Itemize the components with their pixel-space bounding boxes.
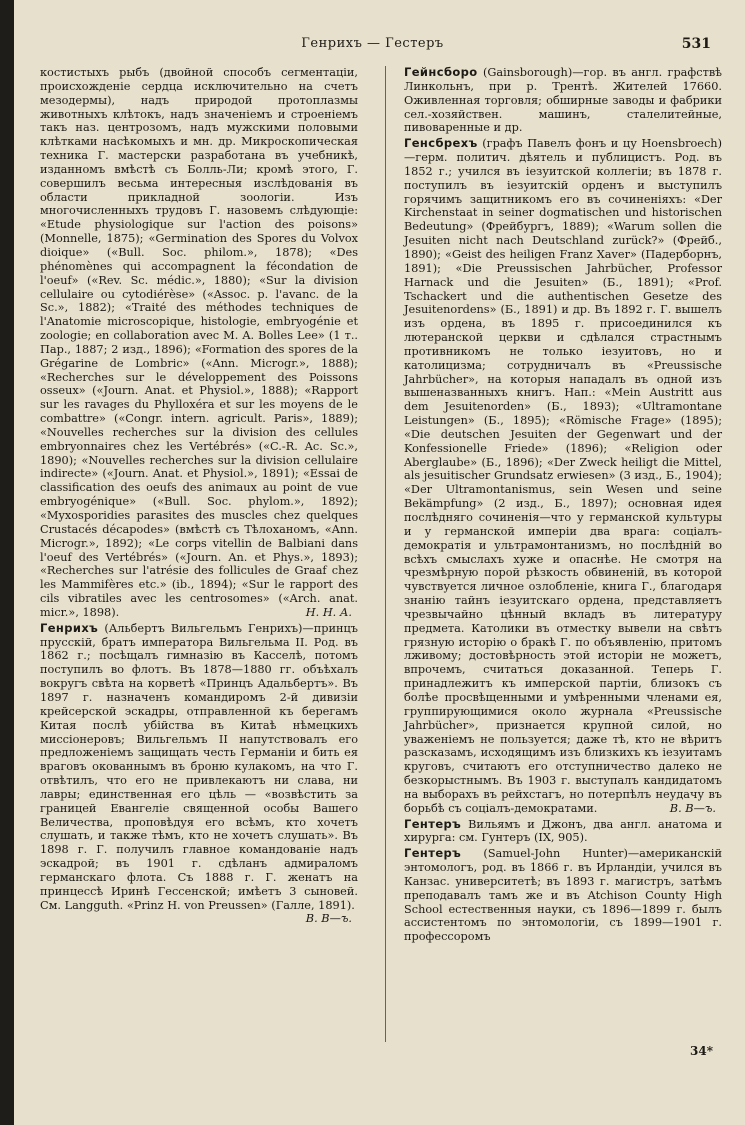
entry-headword: Генрихъ	[40, 620, 99, 635]
entry-text: Вильямъ и Джонъ, два англ. анатома и хирурга: см. Гунтеръ (IX, 905).	[404, 817, 723, 845]
entry-headword: Генсбрехъ	[404, 136, 478, 151]
left-column	[40, 66, 358, 926]
entry-text: (Gainsborough)—гор. въ англ. графствѣ Линкольнъ, при р. Трентѣ. Жителей 17660. Оживленная торговля; обширные заводы и фабрики сел.-хозяйствен. машинъ, сталелитейные, пивоваренные и др.	[404, 66, 722, 135]
signature-mark: 34*	[690, 1044, 713, 1058]
entry-text: (Альбертъ Вильгельмъ Генрихъ)—принцъ прусскій, братъ императора Вильгельма II. Род. въ 1862 г.; посѣщалъ гимназію въ Касселѣ, потомъ поступилъ во флотъ. Въ 1878—1880 гг. объѣхалъ вокругъ свѣта на корветѣ «Принцъ Адальбертъ». Въ 1897 г. назначенъ командиромъ 2-й дивизіи крейсерской эскадры, отправленной къ берегамъ Китая послѣ убійства въ Китаѣ нѣмецкихъ миссіонеровъ; Вильгельмъ II напутствовалъ его предложеніемъ защищать честь Германіи и бить ея враговъ окованнымъ въ броню кулакомъ, на что Г. отвѣтилъ, что его не привлекаютъ ни слава, ни лавры; единственная его цѣль — «возвѣстить за границей Евангеліе священной особы Вашего Величества, проповѣдуя его всѣмъ, кто хочетъ слушать, и также тѣмъ, кто не хочетъ слушать». Въ 1898 г. Г. получилъ главное командованіе надъ эскадрой; въ 1901 г. сдѣланъ адмираломъ германскаго флота. Съ 1888 г. Г. женатъ на принцессѣ Иринѣ Гессенской; имѣетъ 3 сыновей. См. Langguth. «Prinz H. von Preussen» (Галле, 1891).	[40, 621, 358, 912]
article-continuation	[40, 66, 358, 620]
article-continuation-text: костистыхъ рыбъ (двойной способъ сегментаціи, происхожденіе сердца исключительно на счетъ мезодермы), надъ природой протоплазмы животныхъ клѣтокъ, надъ значеніемъ и строеніемъ такъ наз. центрозомъ, надъ мужскими половыми клѣтками насѣкомыхъ и мн. др. Микроскопическая техника Г. мастерски разработана въ учебникѣ, изданномъ вмѣстѣ съ Болль-Ли; кромѣ этого, Г. совершилъ весьма интересныя изслѣдованія въ области прикладной зоологіи. Изъ многочисленныхъ трудовъ Г. назовемъ слѣдующіе: «Etude physiologique sur l'action des poisons» (Monnelle, 1875); «Germination des Spores du Volvox dioique» («Bull. Soc. philom.», 1878); «Des phénomènes qui accompagnent la fécondation de l'oeuf» («Rev. Sc. médic.», 1880); «Sur la division cellulaire ou cytodiérèse» («Assoc. p. l'avanc. de la Sc.», 1882); «Traité des méthodes techniques de l'Anatomie microscopique, histologie, embryogénie et zoologie; en collaboration avec M. A. Bolles Lee» (1 т.. Пар., 1887; 2 изд., 1896); «Formation des spores de la Grégarine de Lombric» («Ann. Microgr.», 1888); «Recherches sur le développement des Poissons osseux» («Journ. Anat. et Physiol.», 1888); «Rapport sur les ravages du Phylloxéra et sur les moyens de le combattre» («Congr. intern. agricult. Paris», 1889); «Nouvelles recherches sur la division des cellules embryonnaires chez les Vertébrés» («C.-R. Ac. Sc.», 1890); «Nouvelles recherches sur la division cellulaire indirecte» («Journ. Anat. et Physiol.», 1891); «Essai de classification des oeufs des animaux au point de vue embryogénique» («Bull. Soc. phylom.», 1892); «Myxosporidies parasites des muscles chez quelques Crustacés décapodes» (вмѣстѣ съ Тѣлоханомъ, «Ann. Microgr.», 1892); «Le corps vitellin de Balbiani dans l'oeuf des Vertébrés» («Journ. An. et Phys.», 1893); «Recherches sur l'atrésie des follicules de Graaf chez les Mammifères etc.» (ib., 1894); «Sur le rapport des cils vibratiles avec les centrosomes» («Arch. anat. micr.», 1898).	[40, 66, 358, 619]
page-header	[34, 36, 711, 58]
entry-hoensbroech	[404, 137, 722, 815]
author-signature: Н. Н. А.	[305, 605, 352, 619]
entry-headword: Гентеръ	[404, 846, 462, 861]
right-column	[404, 66, 722, 944]
author-signature: В. В—ъ.	[305, 912, 352, 926]
entry-headword: Гентеръ	[404, 816, 462, 831]
entry-headword: Гейнсборо	[404, 65, 478, 79]
entry-hunter-brothers	[404, 818, 722, 846]
column-divider	[385, 66, 386, 1042]
entry-text: (графъ Павелъ фонъ и цу Hoensbroech)—герм. политич. дѣятель и публицистъ. Род. въ 1852 г.; учился въ іезуитской коллегіи; въ 1878 г. поступилъ въ іезуитскій орденъ и выступилъ горячимъ защитникомъ его въ сочиненіяхъ: «Der Kirchenstaat in seiner dogmatischen und historischen Bedeutung» (Фрейбургъ, 1889); «Warum sollen die Jesuiten nicht nach Deutschland zurück?» (Фрейб., 1890); «Geist des heiligen Franz Xaver» (Падерборнъ, 1891); «Die Preussischen Jahrbücher, Professor Harnack und die Jesuiten» (Б., 1891); «Prof. Tschackert und die authentischen Gesetze des Jesuitenordens» (Б., 1891) и др. Въ 1892 г. Г. вышелъ изъ ордена, въ 1895 г. присоединился къ лютеранской церкви и сдѣлался страстнымъ противникомъ не только іезуитовъ, но и католицизма; сотрудничалъ въ «Preussische Jahrbücher», на которыя нападалъ въ одной изъ вышеназванныхъ книгъ. Нап.: «Mein Austritt aus dem Jesuitenorden» (Б., 1893); «Ultramontane Leistungen» (Б., 1895); «Römische Frage» (1895); «Die deutschen Jesuiten der Gegenwart und der Konfessionelle Friede» (1896); «Religion oder Aberglaube» (Б., 1896); «Der Zweck heiligt die Mittel, als jesuitischer Grundsatz erwiesen» (3 изд., Б., 1904); «Der Ultramontanismus, sein Wesen und seine Bekämpfung» (2 изд., Б., 1897); основная идея послѣдняго сочиненія—что у германской культуры и у германской имперіи два врага: соціалъ-демократія и ультрамонтанизмъ, но послѣдній во всѣхъ смыслахъ хуже и опаснѣе. Не смотря на чрезмѣрную порой рѣзкость обвиненій, въ которой чувствуется личное озлобленіе, книга Г., благодаря знанію тайнъ іезуитскаго ордена, представляетъ чрезвычайно цѣнный вкладъ въ литературу предмета. Католики въ отместку вывели на свѣтъ грязную исторію о бракѣ Г. по объявленію, притомъ лживому; достовѣрность этой исторіи не можетъ, впрочемъ, считаться доказанной. Теперь Г. принадлежитъ къ имперской партіи, близокъ съ болѣе просвѣщенными и умѣренными членами ея, группирующимися около журнала «Preussische Jahrbücher», признается крупной силой, но уваженіемъ не пользуется; даже тѣ, кто не вѣритъ разсказамъ, исходящимъ изъ близкихъ къ іезуитамъ круговъ, считаютъ его отступничество далеко не безкорыстнымъ. Въ 1903 г. выступалъ кандидатомъ на выборахъ въ рейхстагъ, но потерпѣлъ неудачу въ борьбѣ съ соціалъ-демократами.	[404, 137, 722, 815]
author-signature: В. В—ъ.	[669, 801, 716, 815]
entry-samuel-hunter	[404, 847, 722, 944]
entry-gainsborough	[404, 66, 722, 135]
entry-genrikh	[40, 620, 358, 926]
running-title: Генрихъ — Гестеръ	[301, 36, 444, 51]
page-number: 531	[681, 36, 711, 52]
entry-text: (Samuel-John Hunter)—американскій энтомологъ, род. въ 1866 г. въ Ирландіи, учился въ Канзас. университетѣ; въ 1893 г. магистръ, затѣмъ преподавалъ тамъ же и въ Atchison County High School естественныя науки, съ 1896—1899 г. былъ ассистентомъ по энтомологіи, съ 1899—1901 г. профессоромъ	[404, 847, 723, 944]
